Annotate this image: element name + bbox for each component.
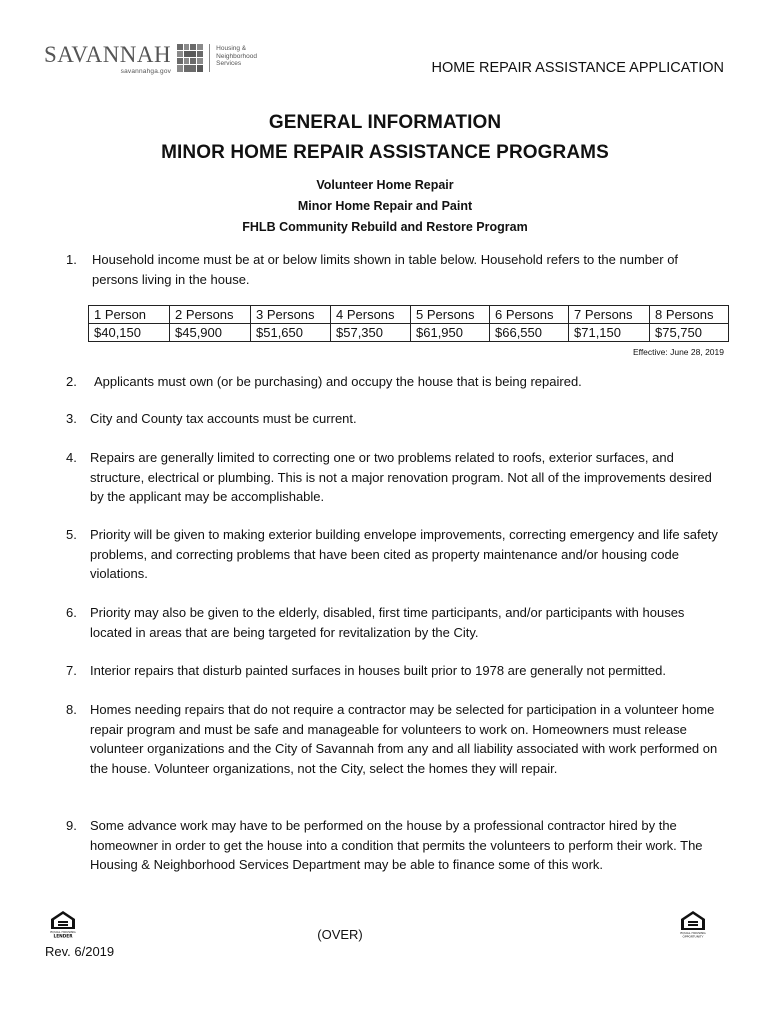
table-header-cell: 3 Persons	[251, 306, 331, 324]
item-number: 6.	[66, 605, 77, 620]
program-name: FHLB Community Rebuild and Restore Program	[242, 220, 528, 234]
item-text: Some advance work may have to be performed on the house by a professional contractor hired by the homeowner in order to get the house into a condition that permits the volunteers to perform their work. The Housing & Neighborhood Services Department may be able to finance some of this work.	[90, 818, 703, 872]
item-text: Interior repairs that disturb painted surfaces in houses built prior to 1978 are generally not permitted.	[90, 663, 666, 678]
page-subtitle: MINOR HOME REPAIR ASSISTANCE PROGRAMS	[161, 142, 609, 163]
table-cell: $66,550	[490, 324, 569, 342]
item-number: 8.	[66, 702, 77, 717]
item-text: City and County tax accounts must be current.	[90, 411, 357, 426]
item-text: Applicants must own (or be purchasing) and occupy the house that is being repaired.	[94, 374, 582, 389]
equal-housing-opportunity-icon	[680, 910, 706, 943]
table-header-cell: 5 Persons	[411, 306, 490, 324]
item-text: Homes needing repairs that do not require a contractor may be selected for participation in a volunteer home repair program and must be safe and manageable for volunteers to work on. Homeowners must release volunteer organizations and the City of Savannah from any and all liability associated with work performed on the house. Volunteer organizations, not the City, select the homes they will repair.	[90, 702, 718, 776]
item-number: 9.	[66, 818, 77, 833]
item-number: 7.	[66, 663, 77, 678]
table-cell: $57,350	[331, 324, 411, 342]
table-header-cell: 8 Persons	[650, 306, 729, 324]
program-name: Minor Home Repair and Paint	[297, 199, 473, 213]
item-number: 4.	[66, 450, 77, 465]
table-header-cell: 2 Persons	[170, 306, 251, 324]
item-text: Household income must be at or below limits shown in table below. Household refers to the number of persons living in the house.	[92, 252, 679, 287]
svg-text:EQUAL HOUSING: EQUAL HOUSING	[50, 930, 76, 934]
document-label: HOME REPAIR ASSISTANCE APPLICATION	[431, 60, 724, 76]
over-note: (OVER)	[317, 927, 363, 942]
item-number: 1.	[66, 252, 77, 267]
list-item	[66, 409, 726, 429]
item-text: Priority will be given to making exterior building envelope improvements, correcting emergency and life safety problems, and correcting problems that have been cited as property maintenance and/or housing code violations.	[90, 527, 718, 581]
svg-text:LENDER: LENDER	[53, 934, 73, 938]
item-number: 5.	[66, 527, 77, 542]
table-header-cell: 6 Persons	[490, 306, 569, 324]
list-item	[66, 525, 726, 584]
table-header-cell: 4 Persons	[331, 306, 411, 324]
logo-divider	[209, 44, 210, 72]
table-cell: $51,650	[251, 324, 331, 342]
list-item	[66, 816, 726, 875]
program-name: Volunteer Home Repair	[316, 178, 454, 192]
list-item	[66, 603, 726, 642]
income-limits-table	[88, 305, 729, 342]
city-grid-icon	[177, 44, 203, 72]
list-item	[66, 372, 726, 392]
effective-date: Effective: June 28, 2019	[632, 347, 724, 357]
list-item	[66, 661, 726, 681]
item-text: Priority may also be given to the elderly, disabled, first time participants, and/or participants with houses located in areas that are being targeted for revitalization by the City.	[90, 605, 685, 640]
house-icon	[680, 910, 706, 938]
dept-name: Housing & Neighborhood Services	[216, 45, 257, 67]
logo-wordmark: SAVANNAH	[44, 42, 172, 67]
list-item	[66, 250, 726, 289]
table-row	[89, 324, 729, 342]
table-header-cell: 1 Person	[89, 306, 170, 324]
item-number: 2.	[66, 374, 77, 389]
table-cell: $61,950	[411, 324, 490, 342]
table-cell: $71,150	[569, 324, 650, 342]
list-item	[66, 448, 726, 507]
list-item	[66, 700, 726, 778]
savannah-logo	[44, 44, 257, 75]
page-title: GENERAL INFORMATION	[268, 112, 502, 133]
logo-url: savannahga.gov	[120, 68, 172, 75]
item-number: 3.	[66, 411, 77, 426]
table-row	[89, 306, 729, 324]
table-cell: $45,900	[170, 324, 251, 342]
table-cell: $40,150	[89, 324, 170, 342]
svg-text:OPPORTUNITY: OPPORTUNITY	[682, 934, 704, 938]
table-header-cell: 7 Persons	[569, 306, 650, 324]
revision-date: Rev. 6/2019	[45, 944, 115, 959]
svg-text:EQUAL HOUSING: EQUAL HOUSING	[680, 931, 706, 935]
item-text: Repairs are generally limited to correcting one or two problems related to roofs, exterior surfaces, and structure, electrical or plumbing. This is not a major renovation program. Not all of the improvements desired by the applicant may be accomplishable.	[90, 450, 712, 504]
table-cell: $75,750	[650, 324, 729, 342]
